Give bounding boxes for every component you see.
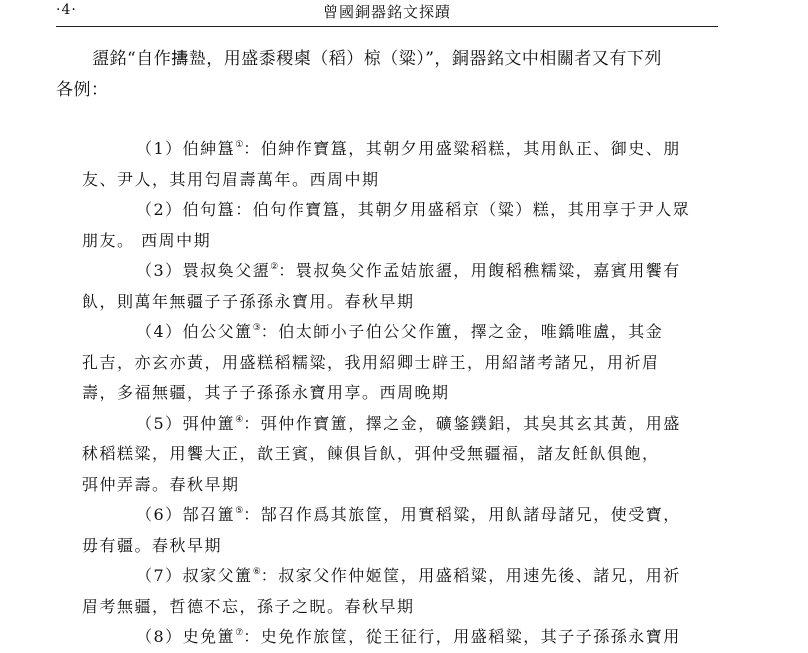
- page-number: ·4·: [56, 2, 77, 18]
- footnote-marker[interactable]: ⑤: [235, 506, 244, 516]
- entry-text: ：伯句作寶簋，其朝夕用盛稻京（粱）糕，其用享于尹人眾: [235, 200, 691, 219]
- entry-text: ：睘叔奐父作孟姞旅盨，用𩜲稻穛糯粱，嘉賓用饗有: [278, 261, 681, 280]
- footnote-marker[interactable]: ③: [252, 323, 261, 333]
- inscription-entry: [56, 317, 720, 409]
- inscription-entry: [56, 561, 720, 622]
- inscription-entry: [56, 622, 720, 653]
- inscription-entry: [56, 256, 720, 317]
- entry-text: 飤，則萬年無疆子子孫孫永寶用。春秋早期: [82, 291, 415, 311]
- footnote-marker[interactable]: ②: [270, 262, 279, 272]
- intro-line: 各例：: [56, 80, 109, 100]
- entry-text: 朋友。 西周中期: [82, 230, 212, 250]
- intro-paragraph: [56, 44, 720, 106]
- entry-label: （5）弭仲簠: [136, 413, 236, 433]
- inscription-entry: [56, 500, 720, 561]
- inscription-list: [56, 134, 720, 653]
- entry-text: ：弭仲作寶簠，擇之金，礦鋚鏷鋁，其㚖其玄其黃，用盛: [243, 413, 681, 433]
- footnote-marker[interactable]: ④: [235, 414, 244, 425]
- entry-text: 毋有疆。春秋早期: [82, 535, 223, 555]
- entry-text: 壽，多福無疆，其子子孫孫永寶用享。西周晚期: [82, 383, 450, 402]
- entry-text: 眉考無疆，哲德不忘，孫子之眖。春秋早期: [82, 596, 415, 616]
- footnote-marker[interactable]: ①: [235, 140, 244, 150]
- entry-text: ：伯紳作寶簋，其朝夕用盛粱稻糕，其用飤正、御史、朋: [243, 139, 681, 158]
- entry-label: （6）郜召簠: [136, 505, 236, 524]
- inscription-entry: [56, 134, 720, 195]
- entry-text: 友、尹人，其用匄眉壽萬年。西周中期: [82, 169, 380, 189]
- entry-text: ：伯太師小子伯公父作簠，擇之金，唯鐈唯盧，其金: [260, 322, 664, 341]
- running-title: 曾國銅器銘文探蹟: [322, 3, 451, 21]
- page-header: [56, 0, 718, 27]
- entry-label: （4）伯公父簠: [136, 322, 253, 341]
- inscription-entry: [56, 195, 720, 256]
- entry-text: ：郜召作爲其旅筐，用實稻粱，用飤諸母諸兄，使受寶，: [243, 505, 681, 524]
- entry-text: 弭仲弄壽。春秋早期: [82, 474, 240, 494]
- entry-label: （1）伯紳簋: [136, 139, 236, 158]
- entry-label: （8）史免簠: [136, 627, 236, 646]
- entry-text: 秫稻糕粱，用饗大正，歆王賓，𩜍俱旨飤，弭仲受無疆福，諸友飪飤俱飽，: [82, 444, 660, 463]
- entry-text: ：叔家父作仲姬筐，用盛稻粱，用速先後、諸兄，用祈: [260, 566, 681, 585]
- entry-label: （3）睘叔奐父盨: [136, 261, 271, 280]
- footnote-marker[interactable]: ⑦: [235, 628, 244, 638]
- entry-text: ：史免作旅筐，從王征行，用盛稻粱，其子子孫孫永寶用: [243, 627, 681, 646]
- intro-line: 盨銘“自作𢷬𥂕，用盛黍稷㮚（稻）椋（粱）”，銅器銘文中相關者又有下列: [92, 49, 662, 69]
- inscription-entry: [56, 409, 720, 501]
- footnote-marker[interactable]: ⑥: [252, 567, 261, 577]
- entry-label: （7）叔家父簠: [136, 566, 253, 585]
- entry-label: （2）伯句簋: [136, 200, 236, 219]
- entry-text: 孔吉，亦玄亦黃，用盛糕稻糯粱，我用紹卿士辟王，用紹諸考諸兄，用祈眉: [82, 352, 660, 372]
